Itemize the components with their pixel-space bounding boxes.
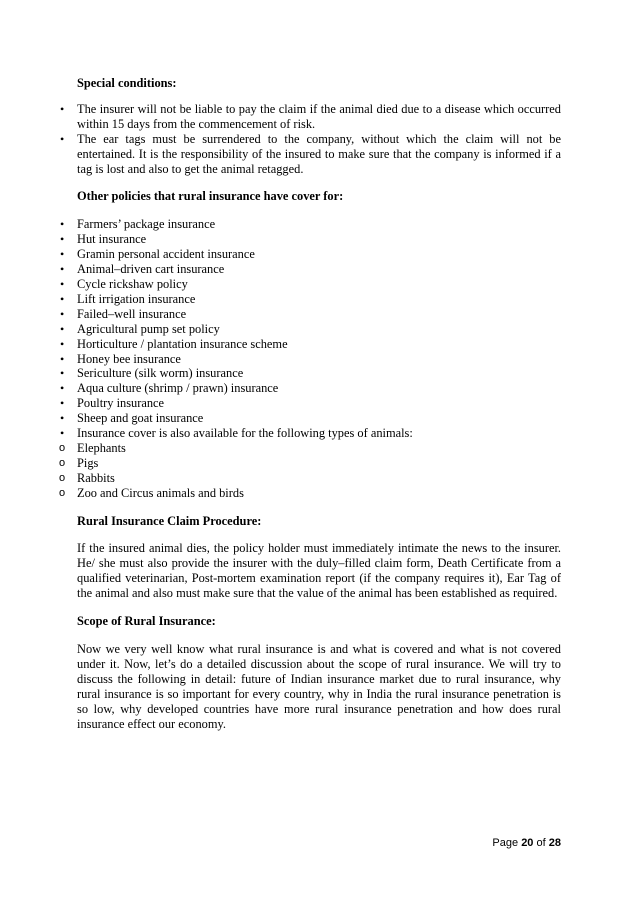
list-item: • The insurer will not be liable to pay the claim if the animal died due to a disease which occurred within 15 days from the commencement of risk. (60, 101, 561, 131)
bullet-icon: • (60, 381, 65, 396)
list-item: • Sericulture (silk worm) insurance (60, 366, 244, 381)
special-conditions-list (60, 101, 561, 177)
bullet-icon: • (60, 232, 65, 247)
page-number: 20 (521, 837, 534, 849)
list-item: • Animal–driven cart insurance (60, 262, 225, 277)
scope-paragraph: Now we very well know what rural insurance is and what is covered and what is not covered under it. Now, let’s do a detailed discussion about the scope of rural insurance. We will try to discuss the following in detail: future of Indian insurance market due to rural insurance, why rural insurance is so important for every country, why in India the rural insurance penetration is so low, why developed countries have more rural insurance penetration and how does rural insurance effect our economy. (77, 642, 561, 731)
claim-procedure-paragraph: If the insured animal dies, the policy holder must immediately intimate the news to the insurer. He/ she must also provide the insurer with the duly–filled claim form, Death Certificate from a qualified veterinarian, Post-mortem examination report (if the company requires it), Ear Tag of the animal and also must make sure that the value of the animal has been established as required. (77, 541, 561, 601)
list-item: • Gramin personal accident insurance (60, 247, 255, 262)
bullet-icon: • (60, 276, 65, 291)
bullet-icon: • (60, 396, 65, 411)
scope-heading: Scope of Rural Insurance: (77, 614, 216, 629)
list-item: • Insurance cover is also available for the following types of animals: (60, 426, 413, 441)
list-item: • Farmers’ package insurance (60, 217, 216, 232)
bullet-icon: • (60, 291, 65, 306)
sub-list-item: o Elephants (59, 440, 126, 455)
list-item: • Agricultural pump set policy (60, 321, 220, 336)
page-content (59, 76, 561, 731)
bullet-icon: • (60, 411, 65, 426)
list-item: • Poultry insurance (60, 396, 165, 411)
bullet-icon: • (60, 426, 65, 441)
bullet-icon: • (60, 101, 65, 116)
circle-bullet-icon: o (59, 471, 66, 484)
circle-bullet-icon: o (59, 486, 66, 499)
bullet-icon: • (60, 131, 65, 146)
list-item: • Aqua culture (shrimp / prawn) insurance (60, 381, 279, 396)
bullet-icon: • (60, 247, 65, 262)
list-item: • Failed–well insurance (60, 306, 187, 321)
other-policies-heading: Other policies that rural insurance have cover for: (77, 189, 344, 204)
bullet-icon: • (60, 351, 65, 366)
bullet-icon: • (60, 306, 65, 321)
list-item: • Sheep and goat insurance (60, 411, 204, 426)
total-pages: 28 (548, 837, 561, 849)
page-footer (492, 837, 561, 849)
bullet-icon: • (60, 366, 65, 381)
claim-procedure-heading: Rural Insurance Claim Procedure: (77, 513, 262, 528)
list-item: • Horticulture / plantation insurance scheme (60, 336, 288, 351)
other-policies-list (59, 217, 561, 500)
sub-list-item: o Rabbits (59, 470, 115, 485)
of-word: of (536, 837, 546, 849)
list-item: • Cycle rickshaw policy (60, 276, 188, 291)
list-item: • Lift irrigation insurance (60, 291, 196, 306)
sub-list-item: o Zoo and Circus animals and birds (59, 485, 244, 500)
list-item: • The ear tags must be surrendered to the company, without which the claim will not be entertained. It is the responsibility of the insured to make sure that the company is informed if a tag is lost and also to get the animal retagged. (60, 131, 561, 176)
bullet-icon: • (60, 321, 65, 336)
list-item: • Hut insurance (60, 232, 147, 247)
circle-bullet-icon: o (59, 456, 66, 469)
list-item: • Honey bee insurance (60, 351, 181, 366)
sub-list-item: o Pigs (59, 455, 99, 470)
page-word: Page (492, 837, 519, 849)
bullet-icon: • (60, 262, 65, 277)
bullet-icon: • (60, 217, 65, 232)
circle-bullet-icon: o (59, 441, 66, 454)
bullet-icon: • (60, 336, 65, 351)
special-conditions-heading: Special conditions: (77, 76, 177, 90)
